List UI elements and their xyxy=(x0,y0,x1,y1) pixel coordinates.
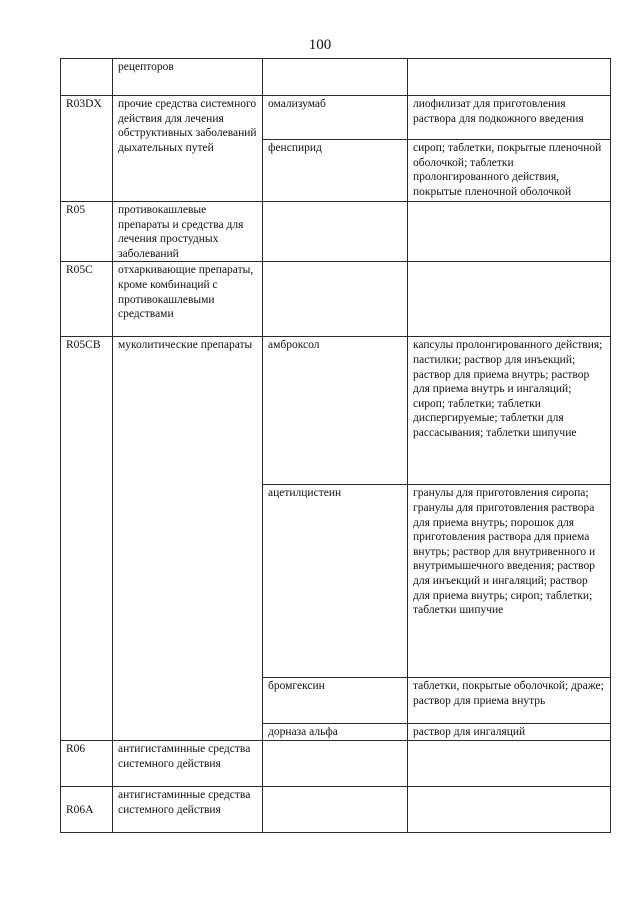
dosage-form-cell xyxy=(408,59,611,96)
table-row xyxy=(61,202,611,262)
group-cell: антигистаминные средства системного действия xyxy=(113,740,263,786)
dosage-form-cell: сироп; таблетки, покрытые пленочной оболочкой; таблетки пролонгированного действия, покрытые пленочной оболочкой xyxy=(408,140,611,202)
atc-code-cell: R05C xyxy=(61,262,113,337)
table-row xyxy=(61,59,611,96)
dosage-form-cell: таблетки, покрытые оболочкой; драже; раствор для приема внутрь xyxy=(408,678,611,724)
atc-code-cell: R06 xyxy=(61,740,113,786)
drug-name-cell xyxy=(263,786,408,832)
table-row xyxy=(61,96,611,140)
group-cell: противокашлевые препараты и средства для лечения простудных заболеваний xyxy=(113,202,263,262)
atc-code-cell: R05 xyxy=(61,202,113,262)
dosage-form-cell: раствор для ингаляций xyxy=(408,724,611,741)
dosage-form-cell xyxy=(408,262,611,337)
drug-name-cell xyxy=(263,740,408,786)
dosage-form-cell xyxy=(408,740,611,786)
table-row xyxy=(61,786,611,832)
drug-name-cell xyxy=(263,262,408,337)
atc-code-cell: R06A xyxy=(61,786,113,832)
table-row xyxy=(61,740,611,786)
atc-code-cell: R03DX xyxy=(61,96,113,202)
group-cell: рецепторов xyxy=(113,59,263,96)
atc-code-cell: R05CB xyxy=(61,337,113,741)
table-row xyxy=(61,337,611,485)
group-cell: прочие средства системного действия для лечения обструктивных заболеваний дыхательных путей xyxy=(113,96,263,202)
dosage-form-cell: лиофилизат для приготовления раствора для подкожного введения xyxy=(408,96,611,140)
drug-name-cell xyxy=(263,202,408,262)
page-number: 100 xyxy=(308,37,332,53)
drug-name-cell: фенспирид xyxy=(263,140,408,202)
drug-name-cell: дорназа альфа xyxy=(263,724,408,741)
dosage-form-cell: капсулы пролонгированного действия; пастилки; раствор для инъекций; раствор для приема внутрь; раствор для приема внутрь и ингаляций; сироп; таблетки; таблетки диспергируемые; таблетки для рассасывания; таблетки шипучие xyxy=(408,337,611,485)
drug-name-cell: бромгексин xyxy=(263,678,408,724)
atc-code-cell xyxy=(61,59,113,96)
drug-name-cell: амброксол xyxy=(263,337,408,485)
drug-name-cell xyxy=(263,59,408,96)
dosage-form-cell xyxy=(408,786,611,832)
group-cell: отхаркивающие препараты, кроме комбинаций с противокашлевыми средствами xyxy=(113,262,263,337)
dosage-form-cell xyxy=(408,202,611,262)
group-cell: антигистаминные средства системного действия xyxy=(113,786,263,832)
drug-name-cell: ацетилцистеин xyxy=(263,485,408,678)
dosage-form-cell: гранулы для приготовления сиропа; гранулы для приготовления раствора для приема внутрь; порошок для приготовления раствора для приема внутрь; раствор для внутривенного и внутримышечного введения; раствор для инъекций и ингаляций; раствор для приема внутрь; сироп; таблетки; таблетки шипучие xyxy=(408,485,611,678)
group-cell: муколитические препараты xyxy=(113,337,263,741)
table-row xyxy=(61,262,611,337)
medication-table xyxy=(60,58,611,833)
drug-name-cell: омализумаб xyxy=(263,96,408,140)
